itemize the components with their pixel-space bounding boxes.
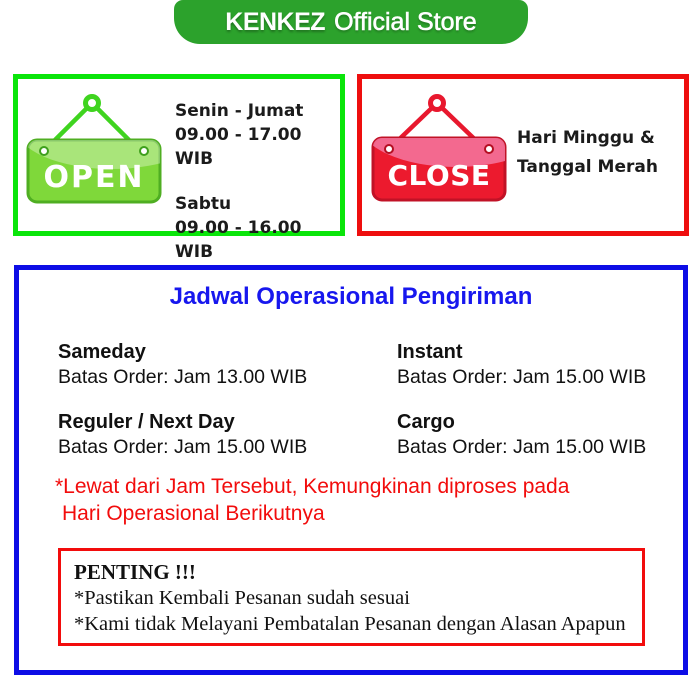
important-line2: *Kami tidak Melayani Pembatalan Pesanan dengan Alasan Apapun (74, 613, 626, 635)
service-item-sameday (58, 340, 307, 390)
weekday-days: Senin - Jumat (175, 101, 304, 121)
sign-nail-right (140, 147, 148, 155)
late-order-note (55, 473, 569, 527)
close-sign-label: CLOSE (387, 159, 491, 192)
service-name: Reguler / Next Day (58, 411, 235, 433)
late-order-note-line2: Hari Operasional Berikutnya (62, 502, 325, 525)
service-name: Cargo (397, 411, 455, 433)
sign-nail-left (385, 145, 393, 153)
opening-hours (175, 99, 340, 264)
close-sign-icon (364, 91, 508, 207)
service-name: Instant (397, 341, 463, 363)
saturday-schedule (175, 192, 340, 264)
store-banner (174, 0, 528, 44)
open-sign-icon (20, 91, 164, 207)
service-item-instant (397, 340, 646, 390)
closed-days-line1: Hari Minggu & (517, 128, 655, 148)
shipping-title: Jadwal Operasional Pengiriman (169, 283, 533, 310)
sign-nail-right (485, 145, 493, 153)
store-type-label: Official Store (334, 7, 477, 36)
open-sign-label: OPEN (43, 160, 145, 195)
sign-ring (86, 97, 99, 110)
important-box (58, 548, 645, 646)
saturday-days: Sabtu (175, 194, 232, 214)
late-order-note-line1: *Lewat dari Jam Tersebut, Kemungkinan diproses pada (55, 475, 570, 498)
shipping-schedule-panel (14, 265, 688, 675)
saturday-hours: 09.00 - 16.00 WIB (175, 218, 302, 262)
sign-nail-left (40, 147, 48, 155)
service-cutoff: Batas Order: Jam 13.00 WIB (58, 366, 308, 388)
service-cutoff: Batas Order: Jam 15.00 WIB (58, 436, 308, 458)
closed-days-line2: Tanggal Merah (517, 157, 658, 177)
closed-days-panel (357, 74, 689, 236)
service-cutoff: Batas Order: Jam 15.00 WIB (397, 366, 647, 388)
open-hours-panel (13, 74, 345, 262)
important-line1: *Pastikan Kembali Pesanan sudah sesuai (74, 587, 410, 609)
important-title: PENTING !!! (74, 560, 196, 584)
service-name: Sameday (58, 341, 146, 363)
service-item-reguler-next-day (58, 410, 307, 460)
sign-ring (431, 97, 444, 110)
weekday-hours: 09.00 - 17.00 WIB (175, 125, 302, 169)
weekday-schedule (175, 99, 340, 171)
store-name: KENKEZ (225, 7, 326, 36)
service-item-cargo (397, 410, 646, 460)
service-cutoff: Batas Order: Jam 15.00 WIB (397, 436, 647, 458)
closed-days-text (517, 124, 658, 182)
